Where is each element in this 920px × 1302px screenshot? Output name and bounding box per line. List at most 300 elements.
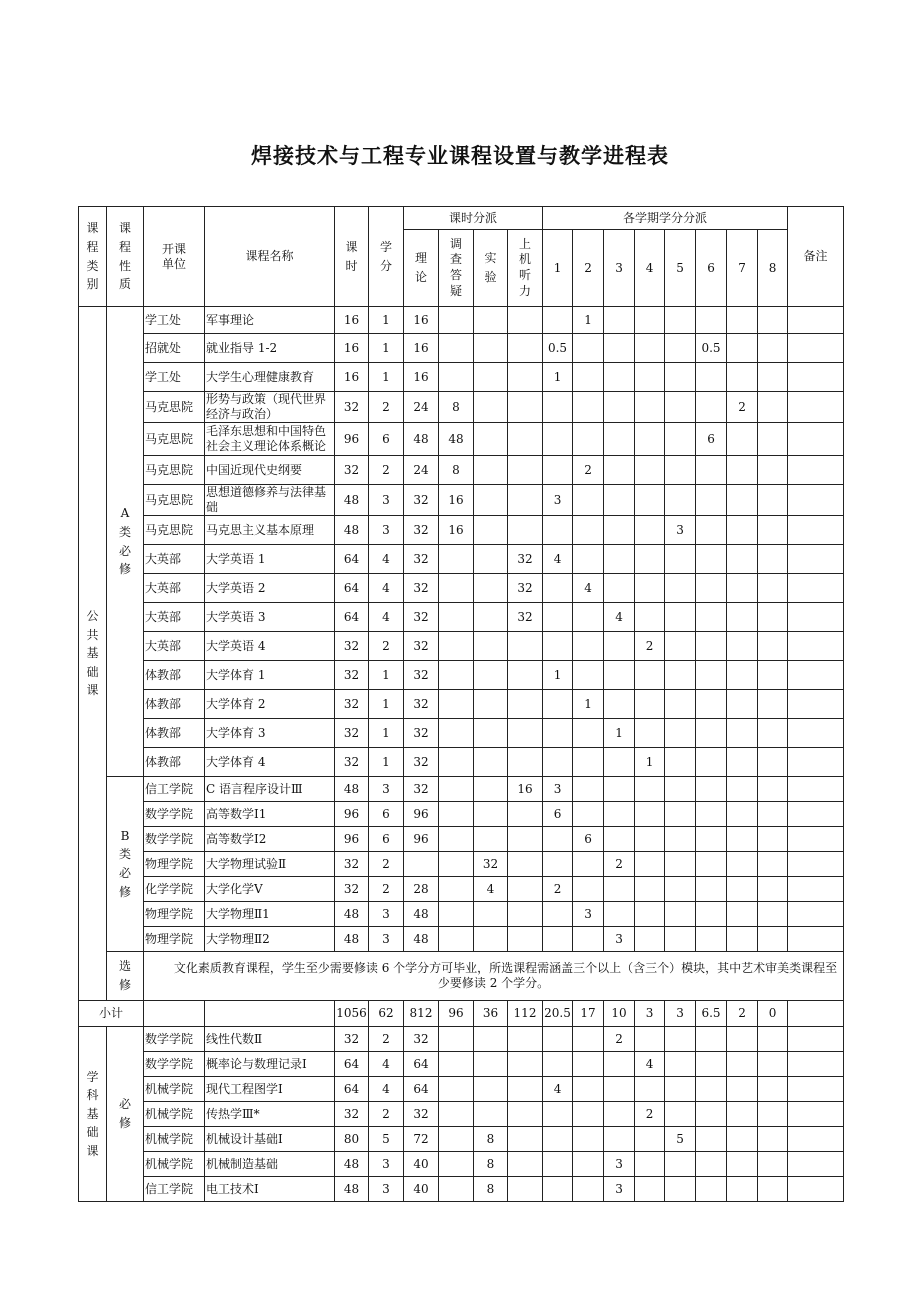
semester-credit xyxy=(665,690,696,719)
semester-credit xyxy=(696,307,727,334)
semester-credit xyxy=(727,545,758,574)
remark-cell xyxy=(788,927,844,952)
course-unit: 体教部 xyxy=(144,719,205,748)
semester-credit xyxy=(696,719,727,748)
hours-theory: 16 xyxy=(404,363,439,392)
semester-credit xyxy=(727,632,758,661)
course-name: 现代工程图学Ⅰ xyxy=(205,1077,335,1102)
semester-credit xyxy=(758,334,788,363)
semester-credit: 3 xyxy=(573,902,604,927)
course-unit: 数学学院 xyxy=(144,827,205,852)
course-credits: 4 xyxy=(369,574,404,603)
semester-credit xyxy=(573,1052,604,1077)
semester-credit xyxy=(758,1152,788,1177)
hours-survey xyxy=(439,802,474,827)
subtotal-theory: 812 xyxy=(404,1001,439,1027)
semester-credit xyxy=(696,1102,727,1127)
semester-credit: 4 xyxy=(635,1052,665,1077)
semester-credit xyxy=(635,827,665,852)
course-unit: 大英部 xyxy=(144,574,205,603)
hours-survey xyxy=(439,661,474,690)
course-hours: 64 xyxy=(335,545,369,574)
semester-credit xyxy=(573,334,604,363)
hours-survey xyxy=(439,307,474,334)
course-credits: 3 xyxy=(369,516,404,545)
course-unit: 机械学院 xyxy=(144,1077,205,1102)
hours-experiment xyxy=(474,661,508,690)
course-unit: 信工学院 xyxy=(144,777,205,802)
header-semester: 3 xyxy=(604,230,635,307)
hours-theory: 48 xyxy=(404,927,439,952)
course-credits: 1 xyxy=(369,661,404,690)
semester-credit xyxy=(727,690,758,719)
nature-required: 必修 xyxy=(107,1027,144,1202)
course-hours: 32 xyxy=(335,392,369,423)
course-credits: 4 xyxy=(369,603,404,632)
header-category: 课程类别 xyxy=(79,207,107,307)
semester-credit xyxy=(758,485,788,516)
semester-credit xyxy=(604,827,635,852)
course-unit: 学工处 xyxy=(144,307,205,334)
table-row xyxy=(79,423,844,456)
course-credits: 5 xyxy=(369,1127,404,1152)
remark-cell xyxy=(788,574,844,603)
semester-credit xyxy=(665,1102,696,1127)
hours-experiment: 8 xyxy=(474,1177,508,1202)
course-name: 就业指导 1-2 xyxy=(205,334,335,363)
semester-credit xyxy=(665,574,696,603)
subtotal-semester-credit: 2 xyxy=(727,1001,758,1027)
remark-cell xyxy=(788,1127,844,1152)
course-hours: 48 xyxy=(335,485,369,516)
semester-credit xyxy=(573,748,604,777)
semester-credit xyxy=(727,307,758,334)
semester-credit xyxy=(696,363,727,392)
semester-credit xyxy=(665,334,696,363)
hours-theory: 32 xyxy=(404,574,439,603)
semester-credit xyxy=(543,927,573,952)
course-hours: 32 xyxy=(335,661,369,690)
semester-credit xyxy=(758,363,788,392)
subtotal-credits: 62 xyxy=(369,1001,404,1027)
table-row xyxy=(79,485,844,516)
remark-cell xyxy=(788,1052,844,1077)
semester-credit: 1 xyxy=(573,690,604,719)
course-hours: 96 xyxy=(335,802,369,827)
semester-credit xyxy=(635,777,665,802)
table-row xyxy=(79,363,844,392)
semester-credit xyxy=(573,852,604,877)
course-credits: 2 xyxy=(369,392,404,423)
hours-computer xyxy=(508,748,543,777)
subtotal-hours: 1056 xyxy=(335,1001,369,1027)
remark-cell xyxy=(788,545,844,574)
course-name: 大学英语 4 xyxy=(205,632,335,661)
course-unit: 体教部 xyxy=(144,661,205,690)
subtotal-unit xyxy=(144,1001,205,1027)
semester-credit xyxy=(696,877,727,902)
subtotal-semester-credit: 20.5 xyxy=(543,1001,573,1027)
semester-credit: 4 xyxy=(543,545,573,574)
course-unit: 数学学院 xyxy=(144,1052,205,1077)
table-row xyxy=(79,748,844,777)
course-schedule-table xyxy=(78,206,844,1202)
semester-credit xyxy=(573,802,604,827)
hours-theory: 32 xyxy=(404,748,439,777)
course-hours: 32 xyxy=(335,690,369,719)
header-survey: 调查答疑 xyxy=(439,230,474,307)
hours-computer: 32 xyxy=(508,574,543,603)
semester-credit xyxy=(665,902,696,927)
hours-experiment: 32 xyxy=(474,852,508,877)
semester-credit xyxy=(696,632,727,661)
semester-credit xyxy=(543,1027,573,1052)
hours-survey xyxy=(439,574,474,603)
semester-credit xyxy=(665,1152,696,1177)
course-credits: 1 xyxy=(369,719,404,748)
semester-credit xyxy=(573,661,604,690)
semester-credit xyxy=(543,307,573,334)
course-unit: 机械学院 xyxy=(144,1102,205,1127)
semester-credit xyxy=(665,748,696,777)
semester-credit xyxy=(604,363,635,392)
remark-cell xyxy=(788,603,844,632)
semester-credit xyxy=(543,852,573,877)
header-semester: 4 xyxy=(635,230,665,307)
hours-theory: 40 xyxy=(404,1177,439,1202)
semester-credit xyxy=(573,603,604,632)
course-name: 大学体育 2 xyxy=(205,690,335,719)
hours-computer xyxy=(508,423,543,456)
hours-computer xyxy=(508,334,543,363)
semester-credit xyxy=(727,1052,758,1077)
semester-credit xyxy=(665,852,696,877)
semester-credit xyxy=(696,827,727,852)
table-row xyxy=(79,392,844,423)
semester-credit: 2 xyxy=(573,456,604,485)
remark-cell xyxy=(788,802,844,827)
semester-credit xyxy=(543,1177,573,1202)
semester-credit xyxy=(696,545,727,574)
semester-credit: 3 xyxy=(543,485,573,516)
header-row-1 xyxy=(79,207,844,230)
hours-experiment xyxy=(474,802,508,827)
header-hours: 课时 xyxy=(335,207,369,307)
semester-credit xyxy=(573,1127,604,1152)
semester-credit xyxy=(758,456,788,485)
semester-credit xyxy=(635,1177,665,1202)
hours-survey xyxy=(439,852,474,877)
course-name: 毛泽东思想和中国特色社会主义理论体系概论 xyxy=(205,423,335,456)
hours-survey xyxy=(439,1152,474,1177)
semester-credit xyxy=(604,777,635,802)
hours-experiment xyxy=(474,363,508,392)
semester-credit: 1 xyxy=(604,719,635,748)
semester-credit xyxy=(543,574,573,603)
subtotal-semester-credit: 17 xyxy=(573,1001,604,1027)
hours-survey xyxy=(439,877,474,902)
semester-credit xyxy=(758,1027,788,1052)
header-semester: 2 xyxy=(573,230,604,307)
semester-credit xyxy=(604,334,635,363)
remark-cell xyxy=(788,719,844,748)
course-credits: 2 xyxy=(369,852,404,877)
hours-experiment: 4 xyxy=(474,877,508,902)
hours-theory: 32 xyxy=(404,632,439,661)
course-name: 机械设计基础Ⅰ xyxy=(205,1127,335,1152)
hours-computer xyxy=(508,1127,543,1152)
course-unit: 马克思院 xyxy=(144,485,205,516)
hours-computer: 16 xyxy=(508,777,543,802)
hours-computer xyxy=(508,690,543,719)
course-unit: 马克思院 xyxy=(144,456,205,485)
hours-theory: 32 xyxy=(404,1027,439,1052)
table-row xyxy=(79,802,844,827)
semester-credit xyxy=(758,1127,788,1152)
course-hours: 64 xyxy=(335,1052,369,1077)
semester-credit xyxy=(573,1102,604,1127)
semester-credit xyxy=(543,1102,573,1127)
course-credits: 2 xyxy=(369,632,404,661)
semester-credit xyxy=(665,1077,696,1102)
course-name: 大学物理Ⅱ2 xyxy=(205,927,335,952)
semester-credit: 1 xyxy=(635,748,665,777)
hours-survey: 16 xyxy=(439,516,474,545)
subtotal-row xyxy=(79,1001,844,1027)
course-name: 形势与政策（现代世界经济与政治） xyxy=(205,392,335,423)
table-row xyxy=(79,1102,844,1127)
semester-credit xyxy=(758,777,788,802)
course-unit: 数学学院 xyxy=(144,802,205,827)
semester-credit xyxy=(665,802,696,827)
semester-credit xyxy=(665,719,696,748)
remark-cell xyxy=(788,334,844,363)
semester-credit xyxy=(758,1177,788,1202)
remark-cell xyxy=(788,1102,844,1127)
hours-survey xyxy=(439,748,474,777)
course-credits: 3 xyxy=(369,1177,404,1202)
semester-credit: 6 xyxy=(543,802,573,827)
hours-theory: 96 xyxy=(404,827,439,852)
hours-computer xyxy=(508,632,543,661)
semester-credit: 6 xyxy=(573,827,604,852)
semester-credit xyxy=(604,574,635,603)
course-credits: 2 xyxy=(369,1102,404,1127)
hours-computer xyxy=(508,516,543,545)
semester-credit xyxy=(696,661,727,690)
category-discipline-basic: 学科基础课 xyxy=(79,1027,107,1202)
course-credits: 4 xyxy=(369,1052,404,1077)
hours-theory: 96 xyxy=(404,802,439,827)
semester-credit xyxy=(696,1177,727,1202)
hours-survey: 8 xyxy=(439,456,474,485)
semester-credit xyxy=(758,719,788,748)
remark-cell xyxy=(788,485,844,516)
semester-credit: 0.5 xyxy=(696,334,727,363)
hours-survey xyxy=(439,363,474,392)
course-hours: 16 xyxy=(335,363,369,392)
hours-experiment: 8 xyxy=(474,1152,508,1177)
course-unit: 马克思院 xyxy=(144,392,205,423)
subtotal-semester-credit: 6.5 xyxy=(696,1001,727,1027)
hours-computer xyxy=(508,927,543,952)
semester-credit xyxy=(635,603,665,632)
semester-credit: 1 xyxy=(543,363,573,392)
subtotal-experiment: 36 xyxy=(474,1001,508,1027)
hours-theory: 48 xyxy=(404,902,439,927)
semester-credit xyxy=(665,1177,696,1202)
semester-credit xyxy=(758,827,788,852)
subtotal-semester-credit: 3 xyxy=(635,1001,665,1027)
header-theory: 理论 xyxy=(404,230,439,307)
course-name: 大学英语 1 xyxy=(205,545,335,574)
hours-experiment xyxy=(474,1102,508,1127)
semester-credit xyxy=(635,334,665,363)
hours-computer xyxy=(508,877,543,902)
hours-experiment xyxy=(474,1027,508,1052)
semester-credit xyxy=(758,574,788,603)
semester-credit xyxy=(696,852,727,877)
hours-experiment xyxy=(474,827,508,852)
semester-credit xyxy=(635,574,665,603)
semester-credit xyxy=(727,1177,758,1202)
table-body xyxy=(79,207,844,1202)
semester-credit xyxy=(604,802,635,827)
semester-credit xyxy=(758,1102,788,1127)
semester-credit: 2 xyxy=(604,852,635,877)
hours-survey xyxy=(439,1102,474,1127)
semester-credit xyxy=(665,877,696,902)
semester-credit xyxy=(635,516,665,545)
table-row xyxy=(79,927,844,952)
hours-survey xyxy=(439,1077,474,1102)
semester-credit xyxy=(573,1177,604,1202)
semester-credit xyxy=(696,1127,727,1152)
course-hours: 32 xyxy=(335,748,369,777)
course-credits: 4 xyxy=(369,1077,404,1102)
course-hours: 64 xyxy=(335,1077,369,1102)
table-row xyxy=(79,1052,844,1077)
semester-credit xyxy=(696,1052,727,1077)
remark-cell xyxy=(788,1077,844,1102)
remark-cell xyxy=(788,1001,844,1027)
nature-b-required: B类必修 xyxy=(107,777,144,952)
table-row xyxy=(79,661,844,690)
hours-survey xyxy=(439,545,474,574)
semester-credit xyxy=(573,363,604,392)
header-semester: 7 xyxy=(727,230,758,307)
semester-credit xyxy=(696,392,727,423)
semester-credit xyxy=(573,392,604,423)
semester-credit: 3 xyxy=(543,777,573,802)
semester-credit xyxy=(635,927,665,952)
hours-theory xyxy=(404,852,439,877)
subtotal-computer: 112 xyxy=(508,1001,543,1027)
course-name: 高等数学Ⅰ2 xyxy=(205,827,335,852)
table-row xyxy=(79,1027,844,1052)
course-unit: 招就处 xyxy=(144,334,205,363)
semester-credit xyxy=(727,334,758,363)
semester-credit: 2 xyxy=(727,392,758,423)
semester-credit xyxy=(727,748,758,777)
hours-computer xyxy=(508,456,543,485)
semester-credit xyxy=(727,777,758,802)
hours-theory: 32 xyxy=(404,777,439,802)
hours-computer xyxy=(508,902,543,927)
course-name: 机械制造基础 xyxy=(205,1152,335,1177)
course-hours: 32 xyxy=(335,852,369,877)
table-row xyxy=(79,307,844,334)
course-name: 思想道德修养与法律基础 xyxy=(205,485,335,516)
semester-credit xyxy=(727,1102,758,1127)
remark-cell xyxy=(788,852,844,877)
hours-theory: 32 xyxy=(404,1102,439,1127)
course-hours: 16 xyxy=(335,307,369,334)
semester-credit: 1 xyxy=(573,307,604,334)
semester-credit xyxy=(635,1127,665,1152)
course-hours: 32 xyxy=(335,1102,369,1127)
semester-credit xyxy=(727,1077,758,1102)
table-row xyxy=(79,1077,844,1102)
semester-credit xyxy=(543,902,573,927)
semester-credit xyxy=(696,1077,727,1102)
semester-credit xyxy=(604,423,635,456)
semester-credit xyxy=(727,516,758,545)
subtotal-semester-credit: 3 xyxy=(665,1001,696,1027)
semester-credit xyxy=(727,423,758,456)
remark-cell xyxy=(788,1177,844,1202)
hours-theory: 40 xyxy=(404,1152,439,1177)
course-credits: 2 xyxy=(369,877,404,902)
course-unit: 机械学院 xyxy=(144,1127,205,1152)
semester-credit xyxy=(727,877,758,902)
semester-credit xyxy=(758,902,788,927)
semester-credit xyxy=(727,456,758,485)
remark-cell xyxy=(788,456,844,485)
course-credits: 3 xyxy=(369,1152,404,1177)
remark-cell xyxy=(788,363,844,392)
semester-credit xyxy=(727,852,758,877)
semester-credit xyxy=(665,485,696,516)
course-unit: 马克思院 xyxy=(144,423,205,456)
header-unit: 开课单位 xyxy=(144,207,205,307)
semester-credit xyxy=(758,392,788,423)
subtotal-semester-credit: 10 xyxy=(604,1001,635,1027)
nature-elective: 选修 xyxy=(107,952,144,1001)
hours-theory: 64 xyxy=(404,1077,439,1102)
hours-experiment xyxy=(474,1052,508,1077)
semester-credit xyxy=(604,877,635,902)
course-name: 高等数学Ⅰ1 xyxy=(205,802,335,827)
header-course-name: 课程名称 xyxy=(205,207,335,307)
header-semester-allocation: 各学期学分分派 xyxy=(543,207,788,230)
semester-credit xyxy=(758,516,788,545)
semester-credit xyxy=(727,902,758,927)
elective-note: 文化素质教育课程，学生至少需要修读 6 个学分方可毕业，所选课程需涵盖三个以上（含三个）模块，其中艺术审美类课程至少要修读 2 个学分。 xyxy=(144,952,844,1001)
semester-credit xyxy=(758,632,788,661)
semester-credit xyxy=(758,423,788,456)
course-name: 线性代数Ⅱ xyxy=(205,1027,335,1052)
hours-computer xyxy=(508,719,543,748)
semester-credit xyxy=(665,545,696,574)
semester-credit xyxy=(543,827,573,852)
header-semester: 1 xyxy=(543,230,573,307)
course-name: 大学英语 2 xyxy=(205,574,335,603)
semester-credit: 1 xyxy=(543,661,573,690)
hours-experiment xyxy=(474,334,508,363)
remark-cell xyxy=(788,392,844,423)
hours-survey xyxy=(439,334,474,363)
